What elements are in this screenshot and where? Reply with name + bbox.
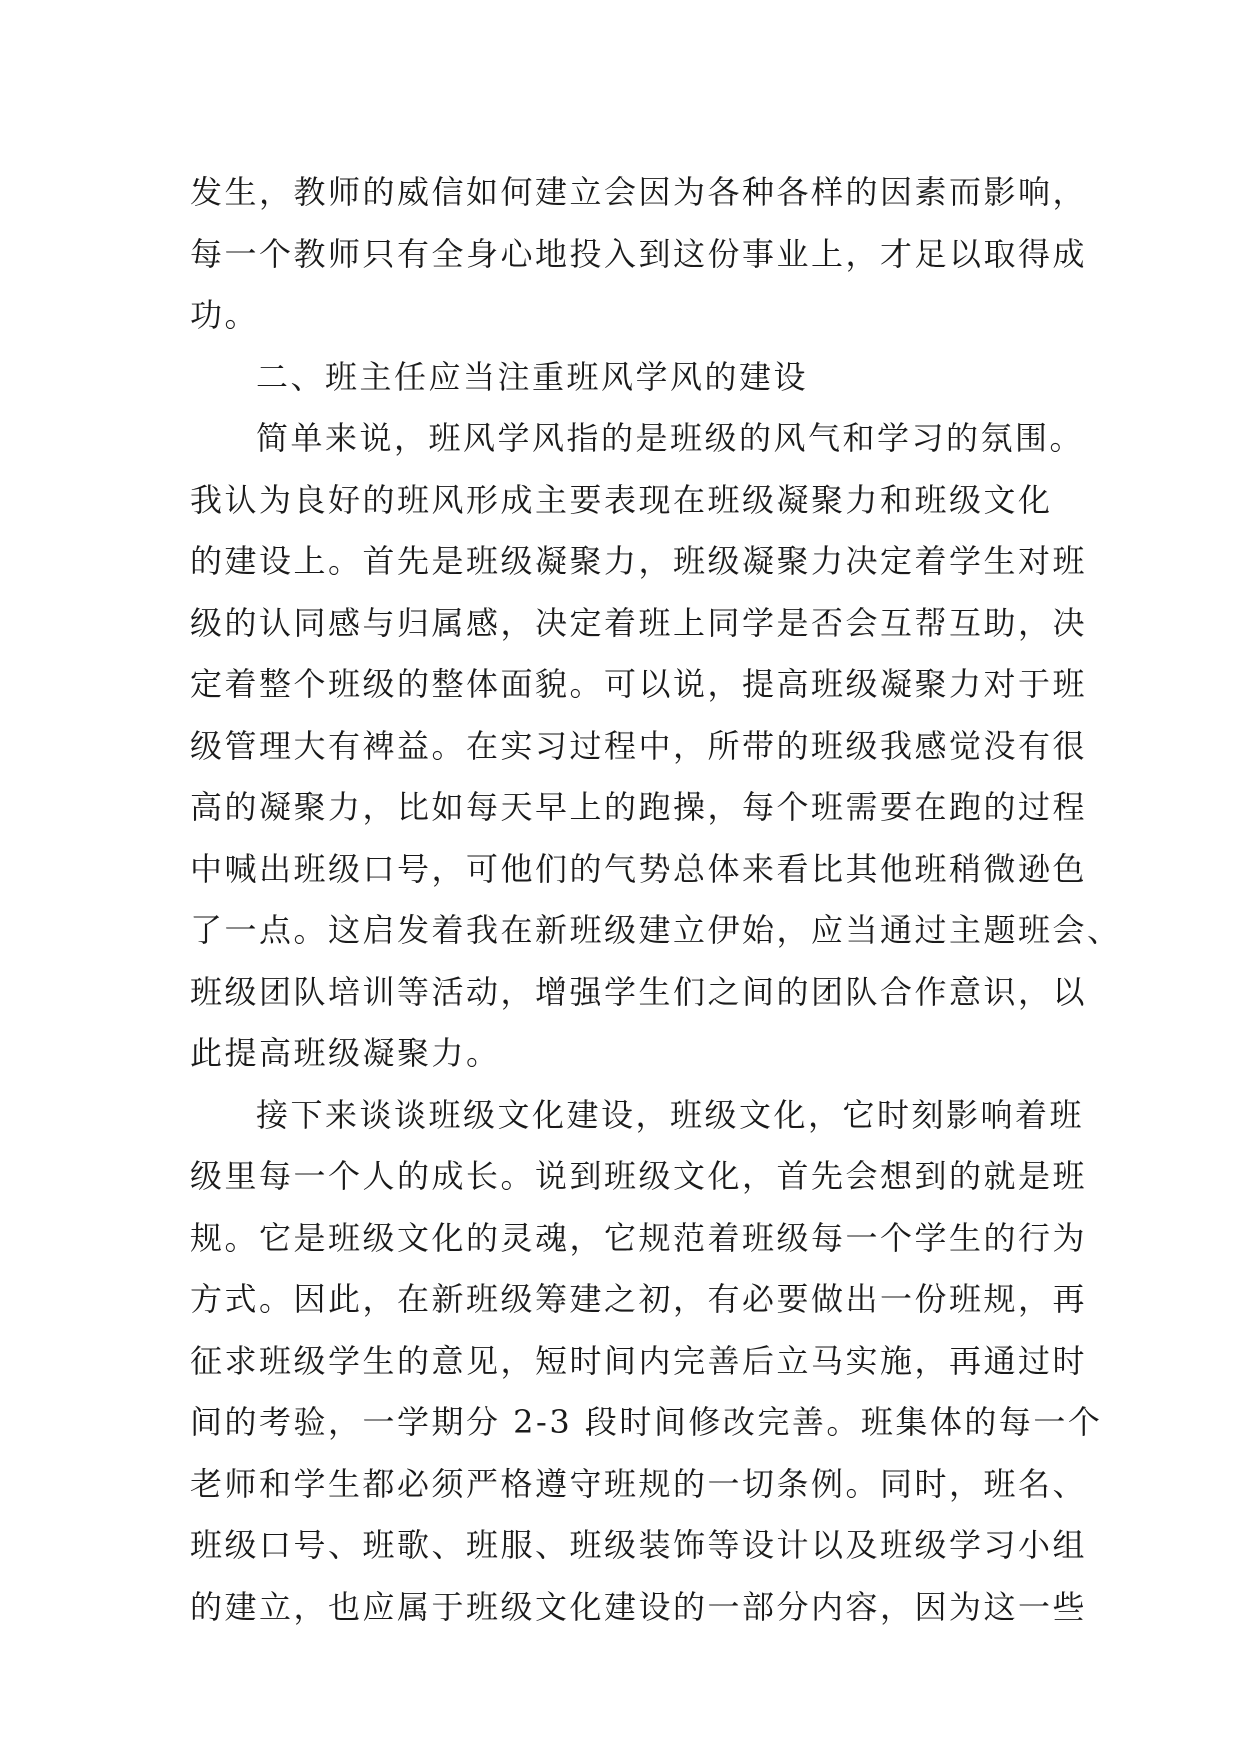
text-line: 级管理大有裨益。在实习过程中，所带的班级我感觉没有很: [190, 726, 1088, 765]
text-line: 的建设上。首先是班级凝聚力，班级凝聚力决定着学生对班: [190, 542, 1088, 580]
text-line: 级里每一个人的成长。说到班级文化，首先会想到的就是班: [190, 1157, 1088, 1195]
text-line: 二、班主任应当注重班风学风的建设: [256, 357, 809, 396]
text-line: 班级团队培训等活动，增强学生们之间的团队合作意识，以: [190, 972, 1088, 1011]
text-line: 此提高班级凝聚力。: [190, 1034, 501, 1072]
text-line: 级的认同感与归属感，决定着班上同学是否会互帮互助，决: [190, 603, 1088, 642]
text-line: 简单来说，班风学风指的是班级的风气和学习的氛围。: [256, 419, 1085, 457]
text-line: 班级口号、班歌、班服、班级装饰等设计以及班级学习小组: [190, 1526, 1088, 1564]
text-line: 接下来谈谈班级文化建设，班级文化，它时刻影响着班: [256, 1095, 1085, 1134]
document-body-text: [190, 162, 1122, 1638]
text-line: 方式。因此，在新班级筹建之初，有必要做出一份班规，再: [190, 1280, 1088, 1318]
text-line: 老师和学生都必须严格遵守班规的一切条例。同时，班名、: [190, 1464, 1088, 1503]
text-line: 的建立，也应属于班级文化建设的一部分内容，因为这一些: [190, 1587, 1088, 1626]
text-line: 功。: [190, 296, 260, 334]
text-line: 高的凝聚力，比如每天早上的跑操，每个班需要在跑的过程: [190, 788, 1088, 826]
text-line: 定着整个班级的整体面貌。可以说，提高班级凝聚力对于班: [190, 665, 1088, 703]
text-line: 中喊出班级口号，可他们的气势总体来看比其他班稍微逊色: [190, 849, 1088, 888]
text-line: 规。它是班级文化的灵魂，它规范着班级每一个学生的行为: [190, 1218, 1088, 1257]
text-line: 发生，教师的威信如何建立会因为各种各样的因素而影响，: [190, 173, 1088, 211]
text-line: 每一个教师只有全身心地投入到这份事业上，才足以取得成: [190, 234, 1088, 273]
text-line: 我认为良好的班风形成主要表现在班级凝聚力和班级文化: [190, 480, 1053, 519]
text-line: 征求班级学生的意见，短时间内完善后立马实施，再通过时: [190, 1341, 1088, 1380]
text-line: 间的考验，一学期分 2-3 段时间修改完善。班集体的每一个: [190, 1403, 1103, 1441]
text-line: 了一点。这启发着我在新班级建立伊始，应当通过主题班会、: [190, 911, 1122, 949]
